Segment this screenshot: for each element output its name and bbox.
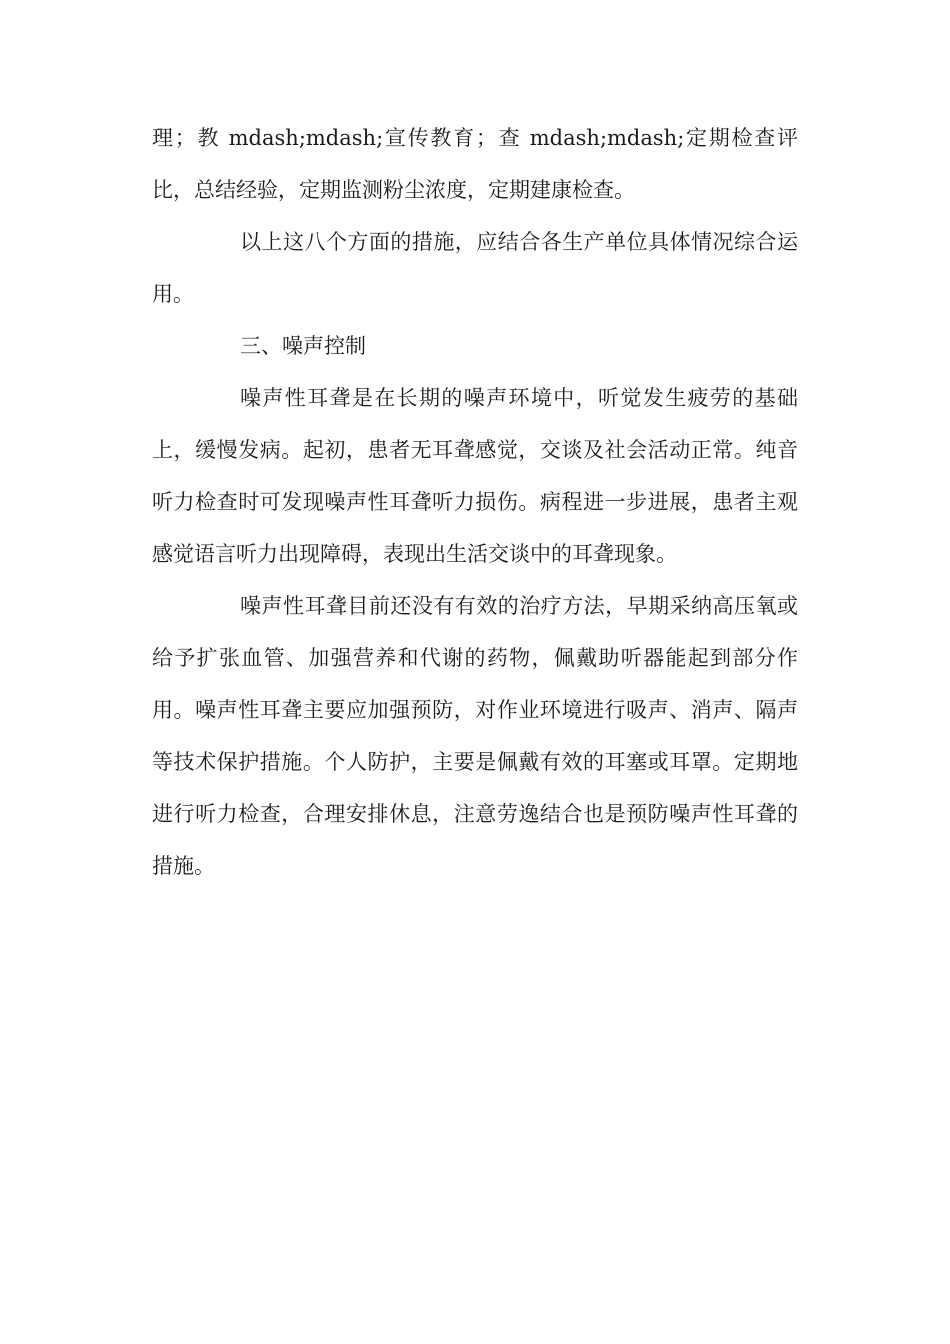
paragraph-summary: 以上这八个方面的措施，应结合各生产单位具体情况综合运用。 (152, 230, 798, 306)
document-body (152, 112, 798, 892)
paragraph-continuation: 理；教 mdash;mdash;宣传教育；查 mdash;mdash;定期检查评比，总结经验，定期监测粉尘浓度，定期建康检查。 (152, 126, 798, 202)
paragraph-treatment-prevention: 噪声性耳聋目前还没有有效的治疗方法，早期采纳高压氧或给予扩张血管、加强营养和代谢的药物，佩戴助听器能起到部分作用。噪声性耳聋主要应加强预防，对作业环境进行吸声、消声、隔声等技术保护措施。个人防护，主要是佩戴有效的耳塞或耳罩。定期地进行听力检查，合理安排休息，注意劳逸结合也是预防噪声性耳聋的措施。 (152, 594, 798, 878)
section-heading: 三、噪声控制 (240, 334, 366, 358)
paragraph-noise-deafness: 噪声性耳聋是在长期的噪声环境中，听觉发生疲劳的基础上，缓慢发病。起初，患者无耳聋感觉，交谈及社会活动正常。纯音听力检查时可发现噪声性耳聋听力损伤。病程进一步进展，患者主观感觉语言听力出现障碍，表现出生活交谈中的耳聋现象。 (152, 386, 798, 566)
